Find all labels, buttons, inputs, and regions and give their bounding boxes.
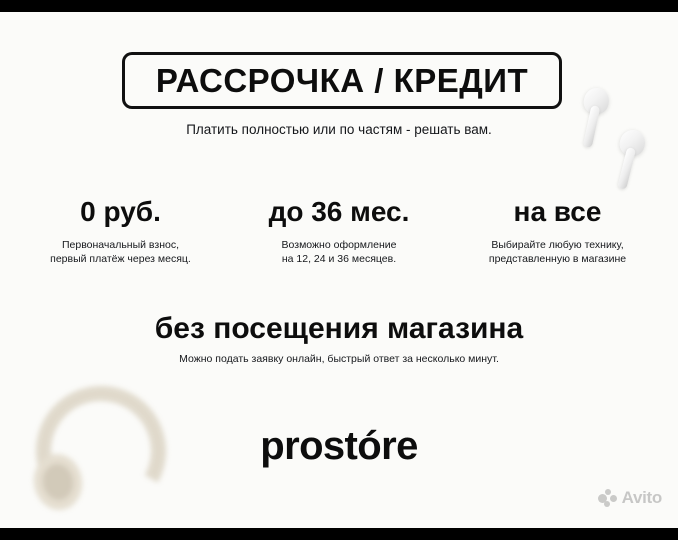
benefit-description xyxy=(18,239,223,267)
headline-box xyxy=(122,52,562,109)
benefit-column-downpayment xyxy=(18,197,223,267)
benefit-description-line1: Возможно оформление xyxy=(281,238,397,251)
avito-watermark xyxy=(598,488,662,508)
letterbox-bottom xyxy=(0,528,678,540)
headline-text: РАССРОЧКА / КРЕДИТ xyxy=(155,61,529,99)
benefit-title: 0 руб. xyxy=(80,196,161,227)
earbud-left-icon xyxy=(582,86,612,117)
avito-watermark-label: Avito xyxy=(621,488,662,507)
benefit-description-line2: первый платёж через месяц. xyxy=(50,252,191,265)
subtitle-text: Платить полностью или по частям - решать вам. xyxy=(186,122,492,137)
benefit-description-line1: Первоначальный взнос, xyxy=(61,238,180,251)
benefit-description-line1: Выбирайте любую технику, xyxy=(491,238,624,251)
benefit-description xyxy=(455,239,660,267)
benefit-column-assortment xyxy=(455,197,660,267)
ad-canvas xyxy=(0,12,678,528)
avito-logo-icon xyxy=(598,489,617,508)
banner-subtext: Можно подать заявку онлайн, быстрый ответ за несколько минут. xyxy=(179,353,499,365)
benefit-description-line2: на 12, 24 и 36 месяцев. xyxy=(281,252,397,265)
benefit-description xyxy=(237,239,442,267)
benefit-title: на все xyxy=(513,196,602,227)
benefits-row xyxy=(18,197,660,267)
letterbox-top xyxy=(0,0,678,12)
brand-logo-text: prostóre xyxy=(260,424,418,468)
banner-text: без посещения магазина xyxy=(154,312,524,345)
benefit-column-term xyxy=(237,197,442,267)
benefit-title: до 36 мес. xyxy=(268,196,410,227)
benefit-description-line2: представленную в магазине xyxy=(488,252,627,265)
